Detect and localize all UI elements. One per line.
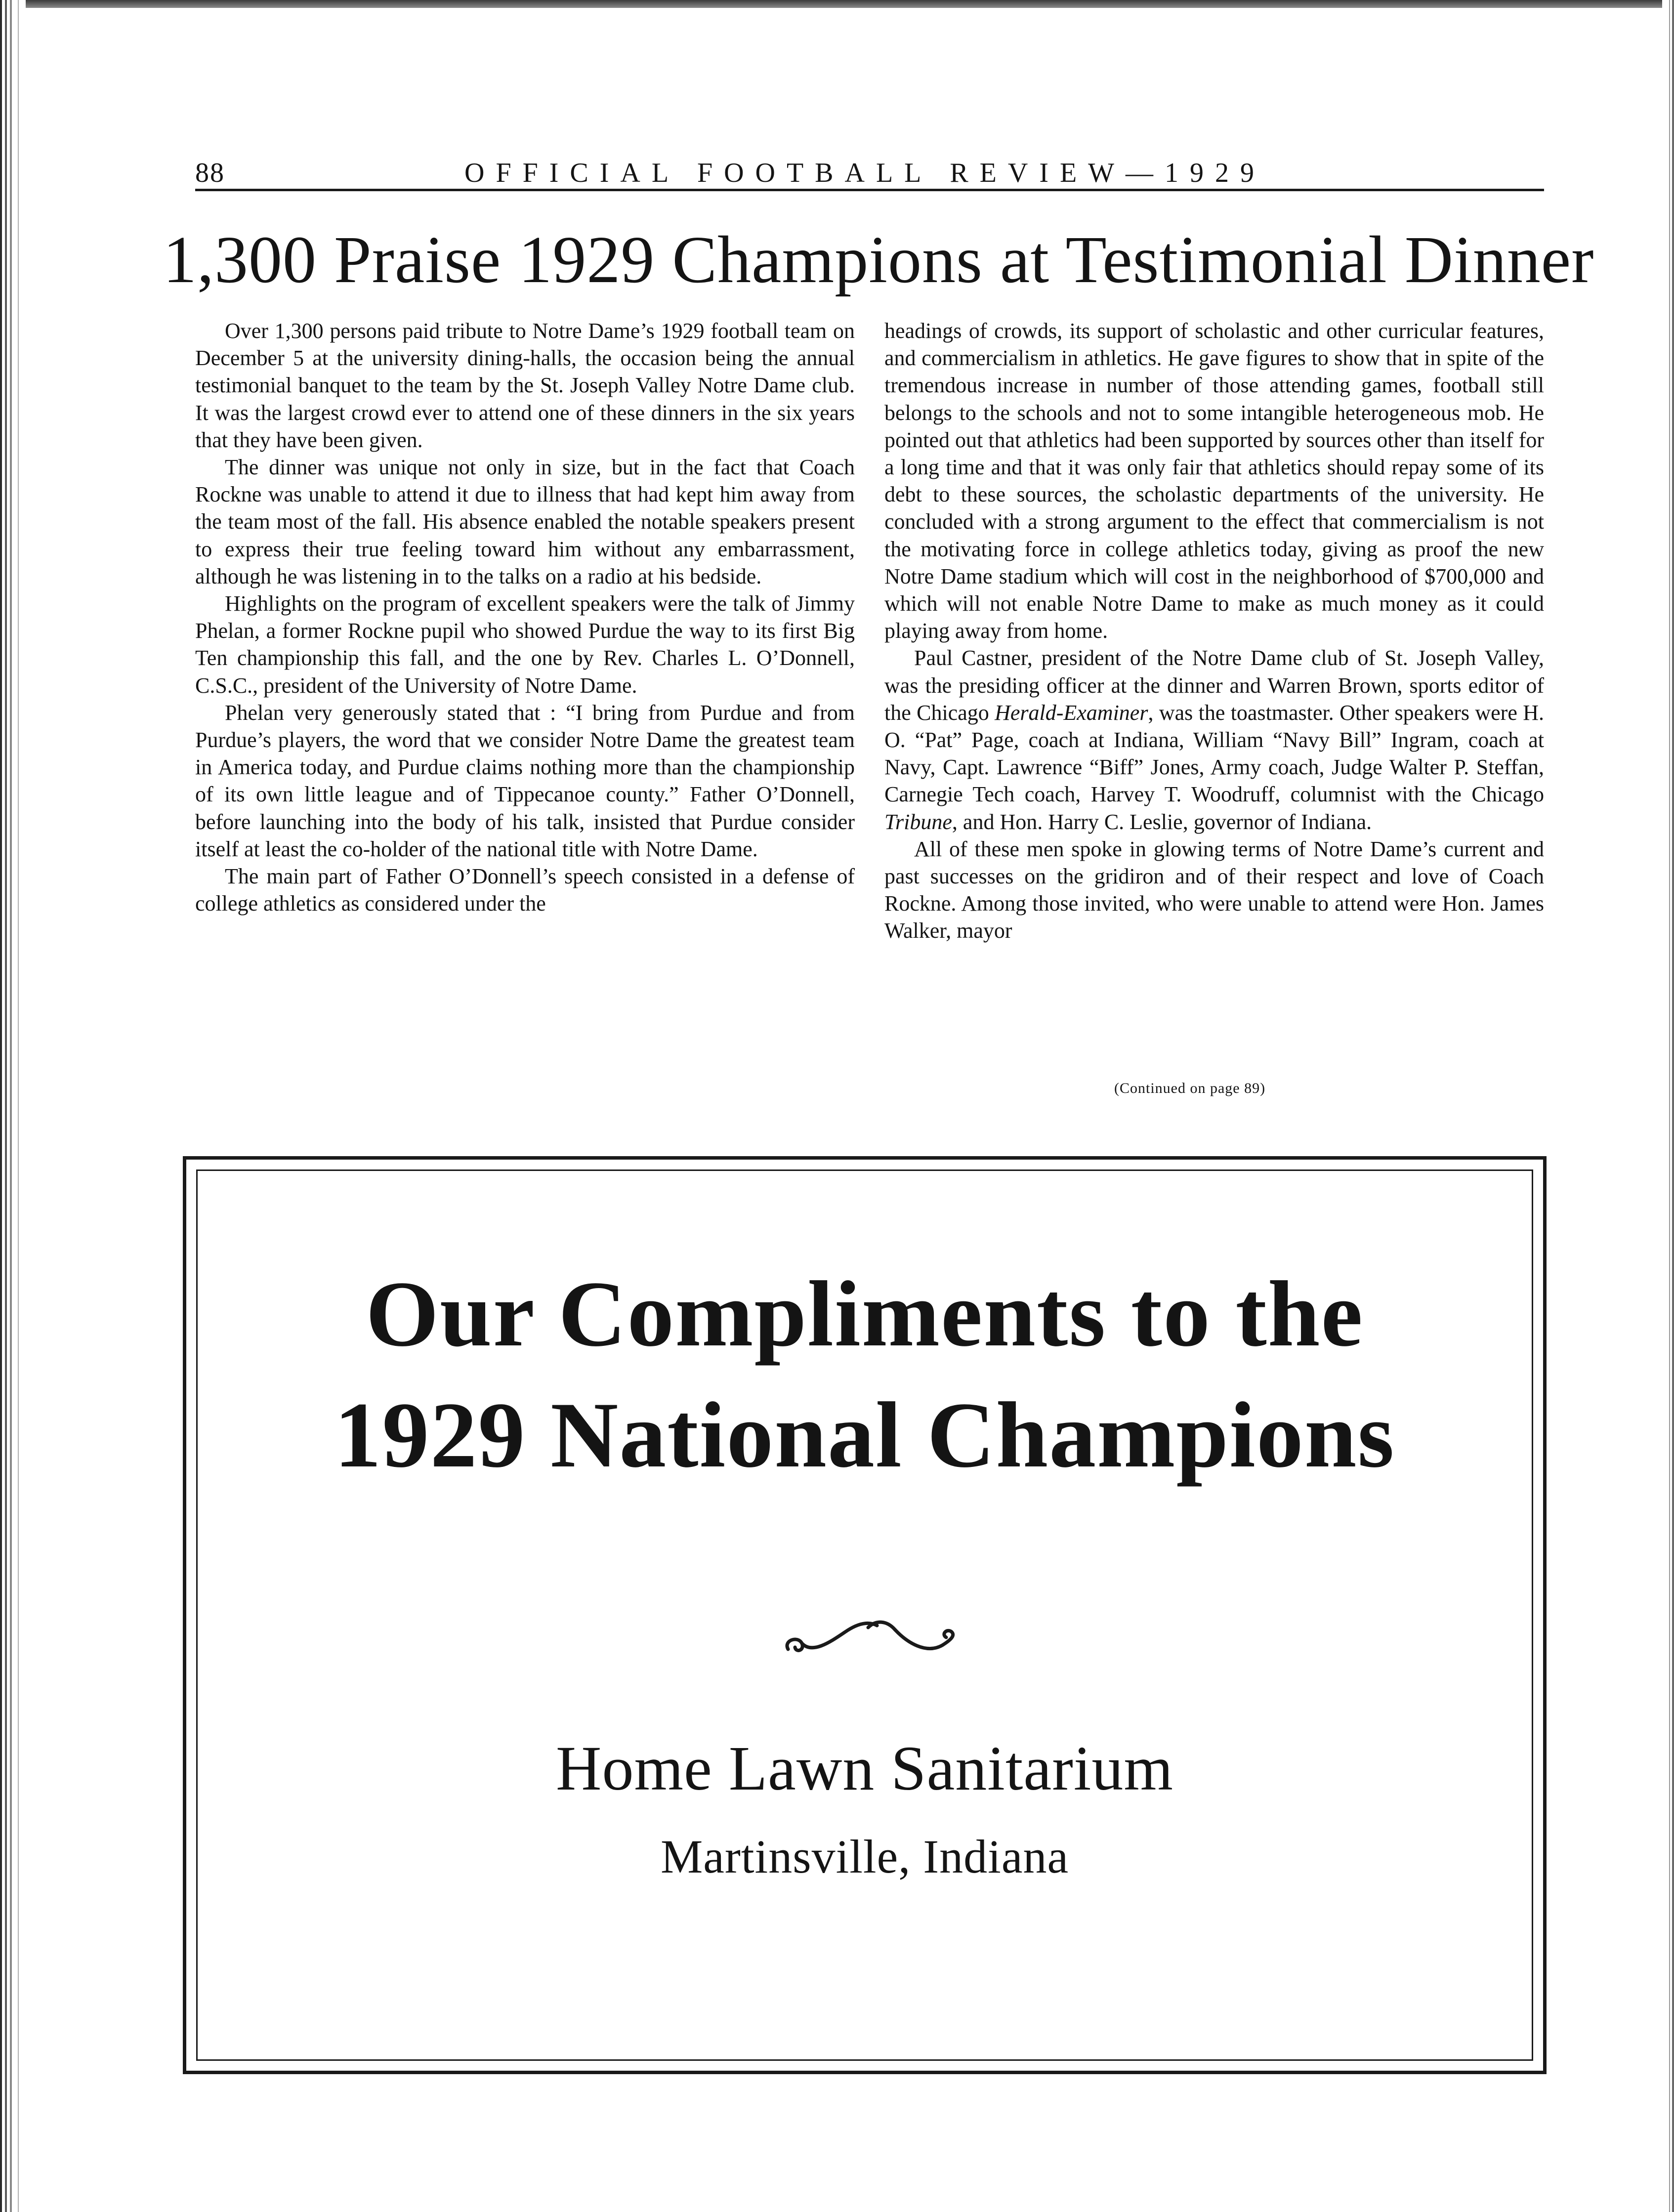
journal-title: OFFICIAL FOOTBALL REVIEW—1929 bbox=[464, 158, 1266, 188]
article-paragraph: Over 1,300 persons paid tribute to Notre Dame’s 1929 football team on December 5 at the university dining-halls, the occasion being the annual testimonial banquet to the team by the St. Joseph Valley Notre Dame club. It was the largest crowd ever to attend one of these dinners in the six years that they have been given. bbox=[195, 319, 855, 452]
article-headline: 1,300 Praise 1929 Champions at Testimonial Dinner bbox=[163, 223, 1594, 297]
advertisement-inner-frame bbox=[196, 1169, 1533, 2061]
article-paragraph: Phelan very generously stated that : “I bring from Purdue and from Purdue’s players, the word that we consider Notre Dame the greatest team in America today, and Purdue claims nothing more than the championship of its own little league and of Tippecanoe county.” Father O’Donnell, before launching into the body of his talk, insisted that Purdue consider itself at least the co-holder of the national title with Notre Dame. bbox=[195, 700, 855, 861]
paragraph-text: , and Hon. Harry C. Leslie, governor of Indiana. bbox=[952, 809, 1372, 834]
ad-headline-line-2: 1929 National Champions bbox=[334, 1383, 1395, 1487]
article-paragraph: All of these men spoke in glowing terms of Notre Dame’s current and past successes on the gridiron and of their respect and love of Coach Rockne. Among those invited, who were unable to attend were Hon. James Walker, mayor bbox=[884, 836, 1544, 943]
paragraph-text: , was the toastmaster. Other speakers were H. O. “Pat” Page, coach at Indiana, William “Navy Bill” Ingram, coach at Navy, Capt. Lawrence “Biff” Jones, Army coach, Judge Walter P. Steffan, Carnegie Tech coach, Harvey T. Woodruff, columnist with the Chicago bbox=[884, 700, 1544, 807]
page-number: 88 bbox=[195, 158, 225, 188]
article-paragraph bbox=[884, 644, 1544, 835]
page-edge-right bbox=[1662, 0, 1674, 2212]
article-column-right bbox=[884, 317, 1544, 945]
ad-business-name: Home Lawn Sanitarium bbox=[556, 1733, 1173, 1803]
paragraph-text: Paul Castner, president of the Notre Dame club of St. Joseph Valley, was the presiding officer at the dinner and Warren Brown, sports editor of the Chicago bbox=[884, 646, 1544, 725]
article-paragraph: The main part of Father O’Donnell’s speech consisted in a defense of college athletics as considered under the bbox=[195, 864, 855, 916]
newspaper-name: Tribune bbox=[884, 809, 952, 834]
article-paragraph: The dinner was unique not only in size, but in the fact that Coach Rockne was unable to attend it due to illness that had kept him away from the team most of the fall. His absence enabled the notable speakers present to express their true feeling toward him without any embarrassment, although he was listening in to the talks on a radio at his bedside. bbox=[195, 455, 855, 588]
continued-note: (Continued on page 89) bbox=[1114, 1080, 1266, 1096]
page-edge-left bbox=[0, 0, 26, 2212]
running-head bbox=[195, 157, 1544, 191]
article-paragraph: headings of crowds, its support of scholastic and other curricular features, and commercialism in athletics. He gave figures to show that in spite of the tremendous increase in number of those attending games, football still belongs to the schools and not to some intangible heterogeneous mob. He pointed out that athletics had been supported by sources other than itself for a long time and that it was only fair that athletics should repay some of its debt to these sources, the scholastic departments of the university. He concluded with a strong argument to the effect that commercialism is not the motivating force in college athletics today, giving as proof the new Notre Dame stadium which will cost in the neighborhood of $700,000 and which will not enable Notre Dame to make as much money as it could playing away from home. bbox=[884, 319, 1544, 643]
newspaper-name: Herald-Examiner bbox=[995, 700, 1148, 725]
advertisement-box bbox=[183, 1156, 1547, 2074]
article-paragraph: Highlights on the program of excellent speakers were the talk of Jimmy Phelan, a former Rockne pupil who showed Purdue the way to its first Big Ten championship this fall, and the one by Rev. Charles L. O’Donnell, C.S.C., president of the University of Notre Dame. bbox=[195, 591, 855, 698]
article-column-left bbox=[195, 317, 855, 917]
ad-headline-line-1: Our Compliments to the bbox=[366, 1262, 1364, 1366]
page-edge-top bbox=[0, 0, 1674, 8]
scroll-flourish-icon bbox=[778, 1611, 966, 1665]
ad-location: Martinsville, Indiana bbox=[660, 1830, 1069, 1883]
